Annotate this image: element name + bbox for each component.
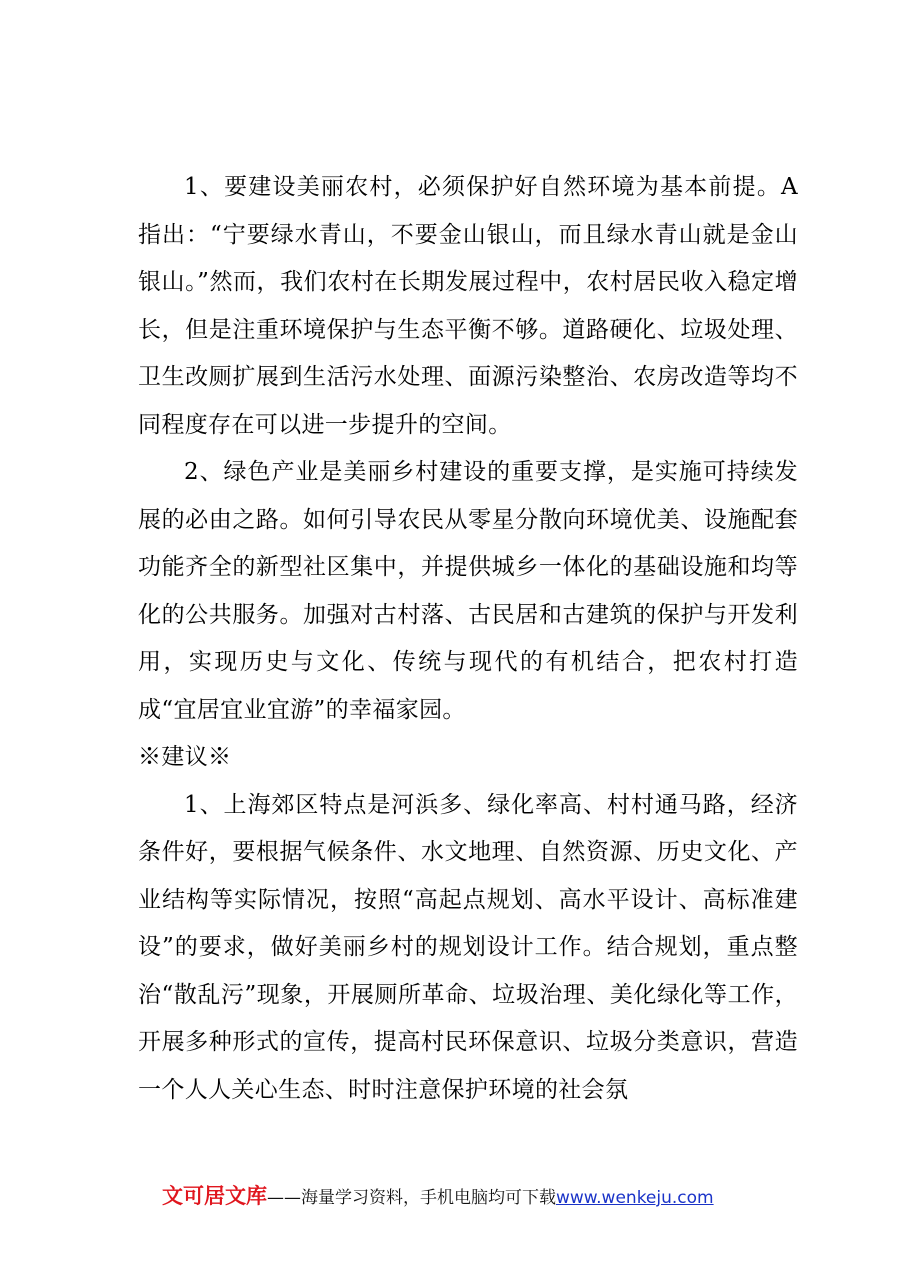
paragraph-2: 2、绿色产业是美丽乡村建设的重要支撑，是实施可持续发展的必由之路。如何引导农民从零星分散向环境优美、设施配套功能齐全的新型社区集中，并提供城乡一体化的基础设施和均等化的公共服务。加强对古村落、古民居和古建筑的保护与开发利用，实现历史与文化、传统与现代的有机结合，把农村打造成“宜居宜业宜游”的幸福家园。 (138, 459, 798, 723)
footer-brand-logo: 文可居文库 (162, 1184, 267, 1208)
page-footer (162, 1180, 802, 1214)
footer-website-link[interactable]: www.wenkeju.com (556, 1188, 714, 1208)
footer-slogan: ——海量学习资料，手机电脑均可下载 (267, 1188, 556, 1208)
suggestion-paragraph-1: 1、上海郊区特点是河浜多、绿化率高、村村通马路，经济条件好，要根据气候条件、水文地理、自然资源、历史文化、产业结构等实际情况，按照“高起点规划、高水平设计、高标准建设”的要求，做好美丽乡村的规划设计工作。结合规划，重点整治“散乱污”现象，开展厕所革命、垃圾治理、美化绿化等工作，开展多种形式的宣传，提高村民环保意识、垃圾分类意识，营造一个人人关心生态、时时注意保护环境的社会氛 (138, 791, 798, 1103)
section-heading-suggestions: ※建议※ (138, 744, 232, 770)
document-body (138, 164, 798, 1114)
paragraph-1: 1、要建设美丽农村，必须保护好自然环境为基本前提。A指出：“宁要绿水青山，不要金山银山，而且绿水青山就是金山银山。”然而，我们农村在长期发展过程中，农村居民收入稳定增长，但是注重环境保护与生态平衡不够。道路硬化、垃圾处理、卫生改厕扩展到生活污水处理、面源污染整治、农房改造等均不同程度存在可以进一步提升的空间。 (138, 174, 798, 438)
